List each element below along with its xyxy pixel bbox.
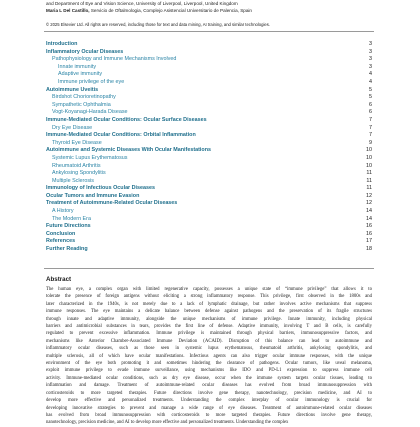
author-name: Maria L Del Castillo, [46, 8, 90, 13]
toc-entry[interactable] [46, 71, 372, 79]
abstract-line: barriers and antimicrobial substances in tears, provides the first line of defense. Adaptive immunity, involving T and B cells, is carefully [46, 324, 372, 330]
toc-page-number: 9 [369, 139, 372, 146]
toc-entry[interactable] [46, 178, 372, 186]
toc-entry-link[interactable]: Systemic Lupus Erythematosus [52, 154, 128, 161]
toc-page-number: 3 [369, 63, 372, 70]
toc-entry[interactable] [46, 140, 372, 148]
toc-page-number: 10 [366, 162, 372, 169]
toc-entry-link[interactable]: The Modern Era [52, 215, 91, 222]
toc-entry-link[interactable]: Thyroid Eye Disease [52, 139, 102, 146]
toc-page-number: 4 [369, 78, 372, 85]
author-affiliation [46, 7, 406, 14]
toc-entry[interactable] [46, 64, 372, 72]
toc-entry-link[interactable]: Immunology of Infectious Ocular Diseases [46, 185, 156, 192]
toc-entry-link[interactable]: Dry Eye Disease [52, 124, 93, 131]
toc-entry[interactable] [46, 125, 372, 133]
toc-entry[interactable] [46, 231, 372, 239]
divider [44, 31, 374, 32]
abstract-line: has evolved from broad immunosuppression with corticosteroids to more targeted therapies. Future directions involve gene therapy, [46, 412, 372, 418]
toc-entry-link[interactable]: Sympathetic Ophthalmia [52, 101, 111, 108]
toc-entry-link[interactable]: Autoimmune and Systemic Diseases With Ocular Manifestations [46, 147, 212, 154]
abstract-line: tolerate the presence of foreign antigens without eliciting a strong inflammatory response. This privilege, first observed in the 1800s and [46, 294, 372, 300]
toc-page-number: 10 [366, 154, 372, 161]
toc-entry[interactable] [46, 109, 372, 117]
divider [44, 268, 374, 269]
toc-page-number: 11 [366, 177, 372, 184]
abstract-line: multiple sclerosis, all of which have ocular manifestations. Infectious agents can also trigger ocular immune responses, with the unique [46, 353, 372, 359]
toc-entry[interactable] [46, 132, 372, 140]
toc-entry[interactable] [46, 216, 372, 224]
toc-entry-link[interactable]: Rheumatoid Arthritis [52, 162, 101, 169]
toc-entry[interactable] [46, 170, 372, 178]
toc-entry[interactable] [46, 238, 372, 246]
toc-entry-link[interactable]: Pathophysiology and Immune Mechanisms Involved [52, 56, 177, 63]
abstract-line: mechanisms like Anterior Chamber-Associated Immune Deviation (ACAID). Disruption of this balance can lead to autoimmune and [46, 338, 372, 344]
toc-entry-link[interactable]: Inflammatory Ocular Diseases [46, 48, 124, 55]
toc-entry-link[interactable]: Conclusion [46, 230, 76, 237]
abstract-body [46, 286, 372, 427]
toc-entry-link[interactable]: Adaptive immunity [58, 71, 103, 78]
toc-entry[interactable] [46, 246, 372, 254]
toc-entry[interactable] [46, 200, 372, 208]
toc-page-number: 6 [369, 109, 372, 116]
toc-entry-link[interactable]: References [46, 238, 76, 245]
toc-page-number: 5 [369, 94, 372, 101]
toc-entry-link[interactable]: Further Reading [46, 246, 88, 253]
affiliation-line: and Department of Eye and Vision Science, University of Liverpool, Liverpool, United Kingdom [46, 1, 238, 6]
toc-entry[interactable] [46, 117, 372, 125]
toc-entry[interactable] [46, 102, 372, 110]
toc-entry[interactable] [46, 87, 372, 95]
toc-page-number: 12 [366, 192, 372, 199]
toc-entry[interactable] [46, 223, 372, 231]
toc-page-number: 16 [366, 230, 372, 237]
toc-entry[interactable] [46, 193, 372, 201]
toc-page-number: 14 [366, 215, 372, 222]
toc-page-number: 10 [366, 147, 372, 154]
abstract-line: environment of the eye both promoting it and sometimes hindering the clearance of pathogens. Ocular tumors, like uveal melanoma, [46, 361, 372, 367]
toc-page-number: 4 [369, 71, 372, 78]
abstract-line: activity. Immune-mediated ocular conditions, such as dry eye disease, occur when the immune system targets ocular tissues, leading to [46, 375, 372, 381]
abstract-heading: Abstract [46, 276, 72, 283]
toc-entry-link[interactable]: Innate immunity [58, 63, 97, 70]
toc-entry-link[interactable]: Ocular Tumors and Immune Evasion [46, 192, 140, 199]
toc-entry[interactable] [46, 155, 372, 163]
toc-entry-link[interactable]: Introduction [46, 41, 78, 47]
abstract-line: through innate and adaptive immunity, alongside the unique mechanisms of immune privilege. Innate immunity, including physical [46, 316, 372, 322]
toc-entry[interactable] [46, 147, 372, 155]
toc-page-number: 16 [366, 223, 372, 230]
abstract-line: regulated to prevent excessive inflammation. Immune privilege is maintained through physical barriers, immunosuppressive factors, and [46, 331, 372, 337]
abstract-line: inflammatory ocular diseases, such as those seen in systemic lupus erythematosus, rheumatoid arthritis, ankylosing spondylitis, and [46, 346, 372, 352]
table-of-contents [46, 41, 372, 254]
toc-entry-link[interactable]: Vogt-Koyanagi-Harada Disease [52, 109, 128, 116]
toc-entry-link[interactable]: Immune-Mediated Ocular Conditions: Ocular Surface Diseases [46, 116, 207, 123]
toc-entry[interactable] [46, 94, 372, 102]
toc-page-number: 7 [369, 124, 372, 131]
abstract-line: later characterized in the 1940s, is not merely due to a lack of lymphatic drainage, but rather involves active mechanisms that suppress [46, 301, 372, 307]
toc-page-number: 11 [366, 170, 372, 177]
toc-entry[interactable] [46, 56, 372, 64]
toc-entry-link[interactable]: Birdshot Chorioretinopathy [52, 94, 116, 101]
toc-page-number: 3 [369, 56, 372, 63]
toc-page-number: 5 [369, 86, 372, 93]
abstract-line: corticosteroids to more targeted therapies. Future directions involve gene therapy, nanotechnology, precision medicine, and AI to [46, 390, 372, 396]
toc-page-number: 17 [366, 238, 372, 245]
toc-entry[interactable] [46, 163, 372, 171]
toc-entry-link[interactable]: Immune-Mediated Ocular Conditions: Orbital Inflammation [46, 132, 196, 139]
abstract-line: develop more effective and personalized treatments. Understanding the complex interplay of ocular immunology is crucial for [46, 398, 372, 404]
toc-entry[interactable] [46, 208, 372, 216]
toc-page-number: 3 [369, 48, 372, 55]
toc-entry-link[interactable]: Immune privilege of the eye [58, 78, 125, 85]
abstract-line: The human eye, a complex organ with limited regenerative capacity, possesses a unique state of “immune privilege” that allows it to [46, 287, 372, 292]
toc-entry-link[interactable]: A History [52, 208, 74, 215]
toc-page-number: 18 [366, 246, 372, 253]
toc-entry-link[interactable]: Future Directions [46, 223, 91, 230]
toc-page-number: 14 [366, 208, 372, 215]
toc-entry-link[interactable]: Treatment of Autoimmune-Related Ocular Diseases [46, 200, 178, 207]
toc-entry-link[interactable]: Ankylosing Spondylitis [52, 170, 106, 177]
author-institution: Servicio de Oftalmologia, Complejo Asistencial Universitario de Palencia, Spain [90, 8, 252, 13]
toc-page-number: 3 [369, 41, 372, 47]
toc-page-number: 12 [366, 200, 372, 207]
abstract-line: immune responses. The eye maintains a delicate balance between defense against pathogens and the preservation of its fragile structures [46, 309, 372, 315]
toc-page-number: 7 [369, 132, 372, 139]
toc-entry-link[interactable]: Autoimmune Uveitis [46, 86, 99, 93]
toc-entry-link[interactable]: Multiple Sclerosis [52, 177, 94, 184]
toc-page-number: 7 [369, 116, 372, 123]
toc-entry[interactable] [46, 185, 372, 193]
toc-page-number: 11 [366, 185, 372, 192]
abstract-line: inflammation and damage. Treatment of autoimmune-related ocular diseases has evolved from broad immunosuppression with [46, 383, 372, 389]
toc-page-number: 6 [369, 101, 372, 108]
copyright-notice: © 2025 Elsevier Ltd. All rights are reserved, including those for text and data mining, AI training, and similar technologies. [46, 22, 270, 27]
article-header [46, 0, 406, 14]
abstract-line: exploit immune privilege to evade immune surveillance, using mechanisms like IDO and PD-L1 expression to suppress immune cell [46, 368, 372, 374]
toc-entry[interactable] [46, 49, 372, 57]
toc-entry[interactable] [46, 79, 372, 87]
abstract-line: developing innovative strategies to prevent and manage a wide range of eye diseases. Treatment of autoimmune-related ocular diseases [46, 405, 372, 411]
toc-entry[interactable] [46, 41, 372, 49]
abstract-line: nanotechnology, precision medicine, and AI to develop more effective and personalized treatments. Understanding the complex [46, 420, 289, 426]
